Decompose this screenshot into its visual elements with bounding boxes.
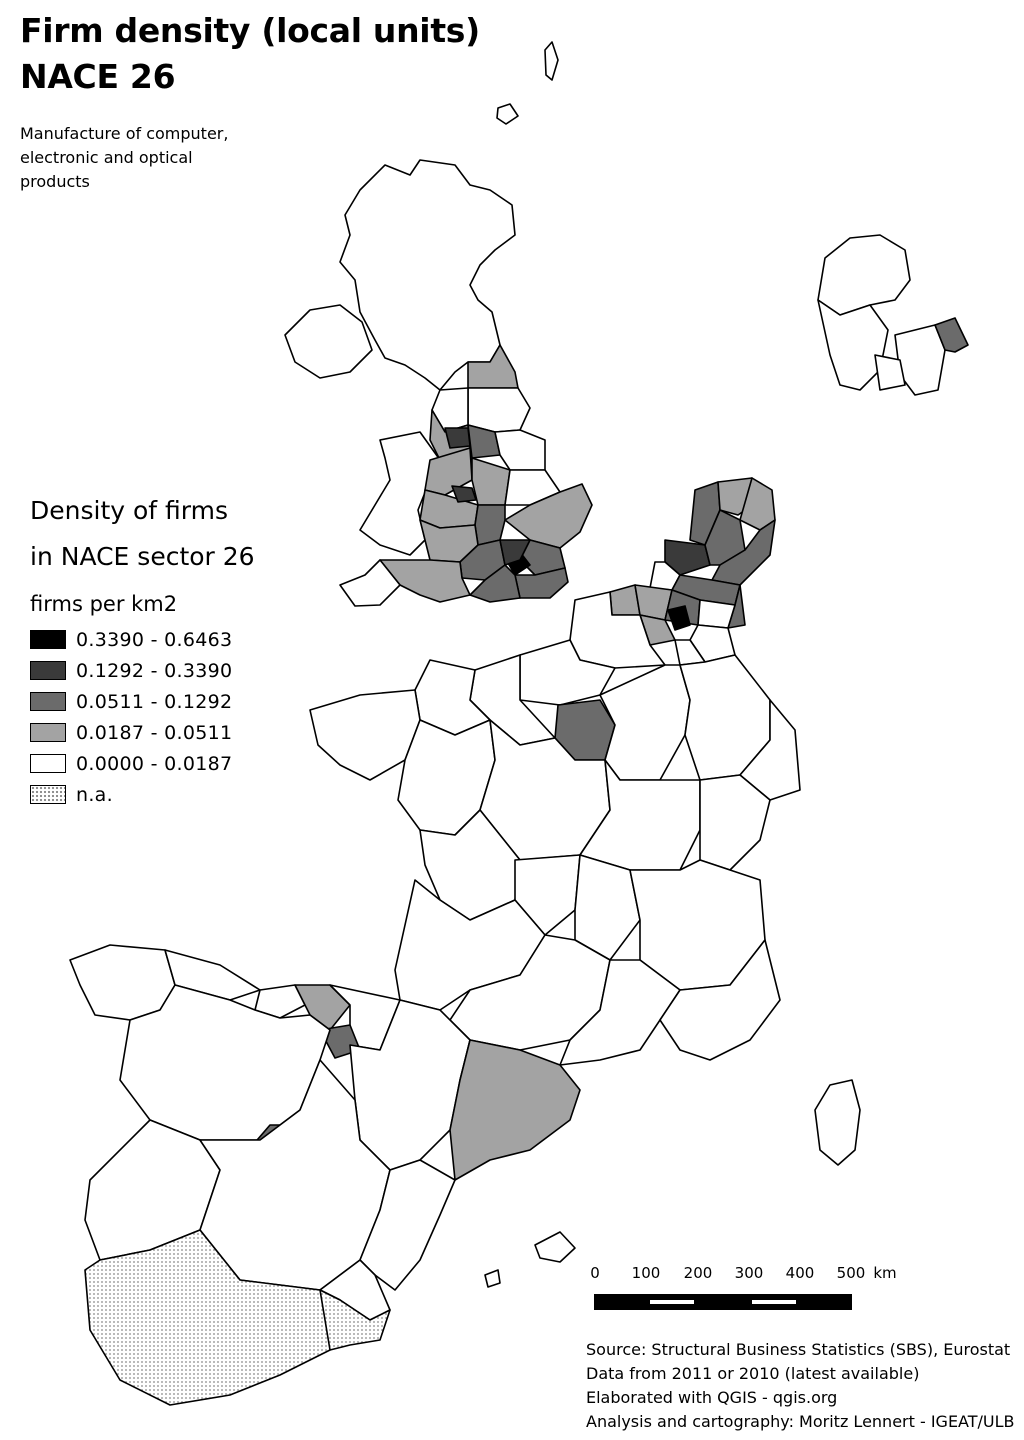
source-line: Data from 2011 or 2010 (latest available)	[586, 1364, 920, 1383]
region-es-galicia	[70, 945, 175, 1020]
region-northern-ireland	[285, 305, 372, 378]
source-line: Analysis and cartography: Moritz Lennert - IGEAT/ULB	[586, 1412, 1015, 1431]
source-line: Source: Structural Business Statistics (SBS), Eurostat	[586, 1340, 1011, 1359]
legend-item-label: 0.0511 - 0.1292	[76, 690, 233, 713]
map-title-line2: NACE 26	[20, 57, 176, 96]
subtitle-line: Manufacture of computer,	[20, 124, 229, 143]
legend-title-line1: Density of firms	[30, 496, 228, 525]
map-title-line1: Firm density (local units)	[20, 11, 480, 50]
region-balearic-ibiza	[485, 1270, 500, 1287]
region-be-brussels	[668, 606, 690, 630]
legend-item-label: 0.0187 - 0.0511	[76, 721, 233, 744]
legend-swatch	[30, 661, 66, 680]
legend	[30, 488, 330, 810]
region-funen	[875, 355, 905, 390]
map-subtitle	[20, 122, 260, 194]
legend-swatch	[30, 723, 66, 742]
legend-item-label: n.a.	[76, 783, 113, 806]
legend-unit: firms per km2	[30, 592, 178, 616]
scale-unit-label: km	[873, 1264, 897, 1282]
scale-tick-label: 200	[683, 1264, 713, 1282]
scale-bar	[588, 1264, 908, 1314]
scale-bar-segment	[650, 1300, 694, 1304]
region-be-limburg	[698, 600, 735, 628]
region-shetland	[545, 42, 558, 80]
source-line: Elaborated with QGIS - qgis.org	[586, 1388, 838, 1407]
legend-swatch	[30, 630, 66, 649]
source-notes	[586, 1338, 1015, 1434]
legend-swatch	[30, 692, 66, 711]
region-manchester	[445, 428, 470, 448]
legend-item	[30, 655, 330, 686]
map-title	[20, 8, 480, 100]
region-corsica	[815, 1080, 860, 1165]
legend-item-label: 0.3390 - 0.6463	[76, 628, 233, 651]
legend-item	[30, 624, 330, 655]
scale-tick-label: 300	[734, 1264, 764, 1282]
region-derbyshire	[472, 458, 510, 505]
legend-item	[30, 779, 330, 810]
legend-item	[30, 717, 330, 748]
region-orkney	[497, 104, 518, 124]
region-fr-champagne	[600, 665, 690, 780]
scale-tick-label: 100	[631, 1264, 661, 1282]
scale-bar-segment	[752, 1300, 796, 1304]
scale-tick-label: 0	[590, 1264, 600, 1282]
legend-item-label: 0.0000 - 0.0187	[76, 752, 233, 775]
region-northants	[475, 505, 505, 545]
region-es-catalonia	[450, 1040, 580, 1180]
legend-item	[30, 748, 330, 779]
legend-swatch	[30, 754, 66, 773]
legend-item	[30, 686, 330, 717]
subtitle-line: products	[20, 172, 90, 191]
region-denmark-north	[818, 235, 910, 315]
scale-tick-label: 500	[836, 1264, 866, 1282]
subtitle-line: electronic and optical	[20, 148, 193, 167]
legend-title-line2: in NACE sector 26	[30, 542, 255, 571]
legend-swatch	[30, 785, 66, 804]
region-east-yorks	[495, 430, 545, 470]
scale-bar-graphic	[594, 1294, 852, 1310]
legend-item-label: 0.1292 - 0.3390	[76, 659, 233, 682]
scale-tick-label: 400	[785, 1264, 815, 1282]
region-balearic-mallorca	[535, 1232, 575, 1262]
region-yorkshire-ne	[468, 388, 530, 432]
